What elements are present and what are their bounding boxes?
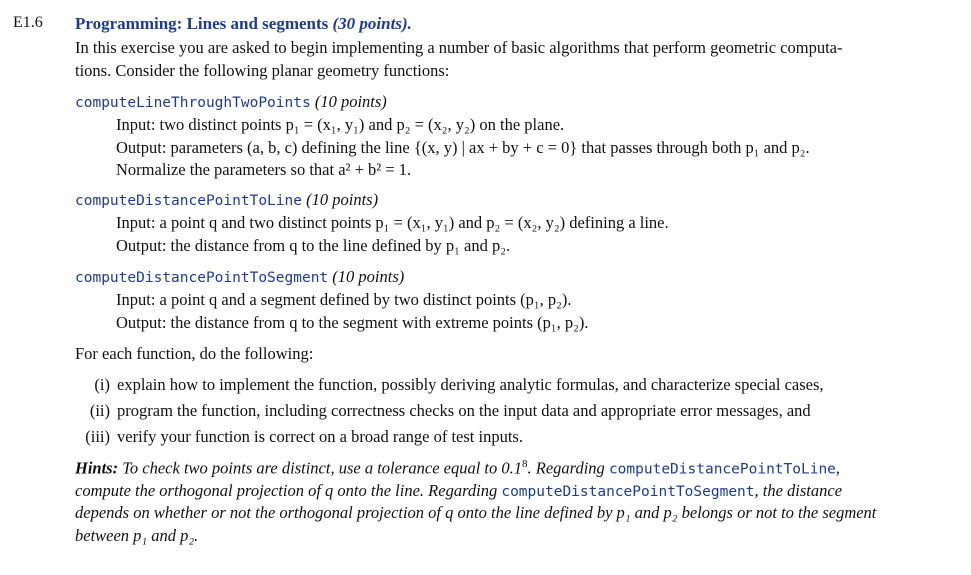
- tasks-intro: For each function, do the following:: [75, 344, 314, 363]
- task-text: verify your function is correct on a broad range of test inputs.: [117, 427, 523, 446]
- exercise-title-text: Programming: Lines and segments: [75, 14, 329, 33]
- function-3-line-2: Output: the distance from q to the segment with extreme points (p₁, p₂).: [116, 313, 589, 332]
- function-heading-2: [75, 190, 378, 210]
- hints-text: ,: [835, 458, 841, 478]
- hints-line-3: [75, 503, 876, 523]
- function-1-line-3: Normalize the parameters so that a² + b² = 1.: [116, 160, 412, 179]
- hints-text: To check two points are distinct, use a tolerance equal to 0.1: [122, 458, 523, 478]
- function-heading-1: [75, 92, 387, 112]
- exercise-title: [75, 14, 412, 34]
- intro-line-1: In this exercise you are asked to begin implementing a number of basic algorithms that perform geometric computa-: [75, 38, 843, 57]
- function-2-line-1: Input: a point q and two distinct points p₁ = (x₁, y₁) and p₂ = (x₂, y₂) defining a line.: [116, 213, 669, 232]
- hints-text: between p₁ and p₂.: [75, 526, 199, 545]
- function-1-line-1: Input: two distinct points p₁ = (x₁, y₁) and p₂ = (x₂, y₂) on the plane.: [116, 115, 565, 134]
- task-number: (ii): [89, 401, 110, 420]
- hints-line-1: [75, 458, 840, 479]
- function-points: (10 points): [306, 190, 379, 209]
- hints-text: compute the orthogonal projection of q onto the line. Regarding: [75, 481, 498, 500]
- function-name: computeDistancePointToLine: [75, 193, 302, 209]
- hints-code: computeDistancePointToSegment: [501, 484, 755, 500]
- hints-code: computeDistancePointToLine: [608, 461, 836, 478]
- hints-text: . Regarding: [527, 458, 605, 478]
- hints-line-2: [75, 481, 842, 501]
- exercise-number: E1.6: [13, 14, 43, 31]
- intro-line-2: tions. Consider the following planar geometry functions:: [75, 61, 450, 80]
- hints-text: , the distance: [754, 481, 843, 500]
- exercise-points: (30 points).: [332, 14, 412, 33]
- function-2-line-2: Output: the distance from q to the line defined by p₁ and p₂.: [116, 236, 511, 255]
- function-name: computeDistancePointToSegment: [75, 270, 329, 286]
- task-number: (iii): [85, 427, 110, 446]
- task-text: explain how to implement the function, possibly deriving analytic formulas, and characterize special cases,: [117, 375, 824, 394]
- function-3-line-1: Input: a point q and a segment defined by two distinct points (p₁, p₂).: [116, 290, 572, 309]
- function-heading-3: [75, 267, 404, 287]
- hints-label: Hints:: [75, 458, 119, 478]
- hints-line-4: [75, 526, 198, 546]
- function-name: computeLineThroughTwoPoints: [75, 95, 311, 111]
- function-points: (10 points): [332, 267, 405, 286]
- hints-exponent: 8: [522, 458, 528, 470]
- function-1-line-2: Output: parameters (a, b, c) defining the line {(x, y) | ax + by + c = 0} that passes through both p₁ and p₂.: [116, 138, 810, 157]
- task-number: (i): [94, 375, 110, 394]
- task-text: program the function, including correctness checks on the input data and appropriate error messages, and: [117, 401, 811, 420]
- hints-text: depends on whether or not the orthogonal projection of q onto the line defined by p₁ and p₂ belongs or not to the segment: [75, 503, 877, 522]
- function-points: (10 points): [314, 92, 387, 111]
